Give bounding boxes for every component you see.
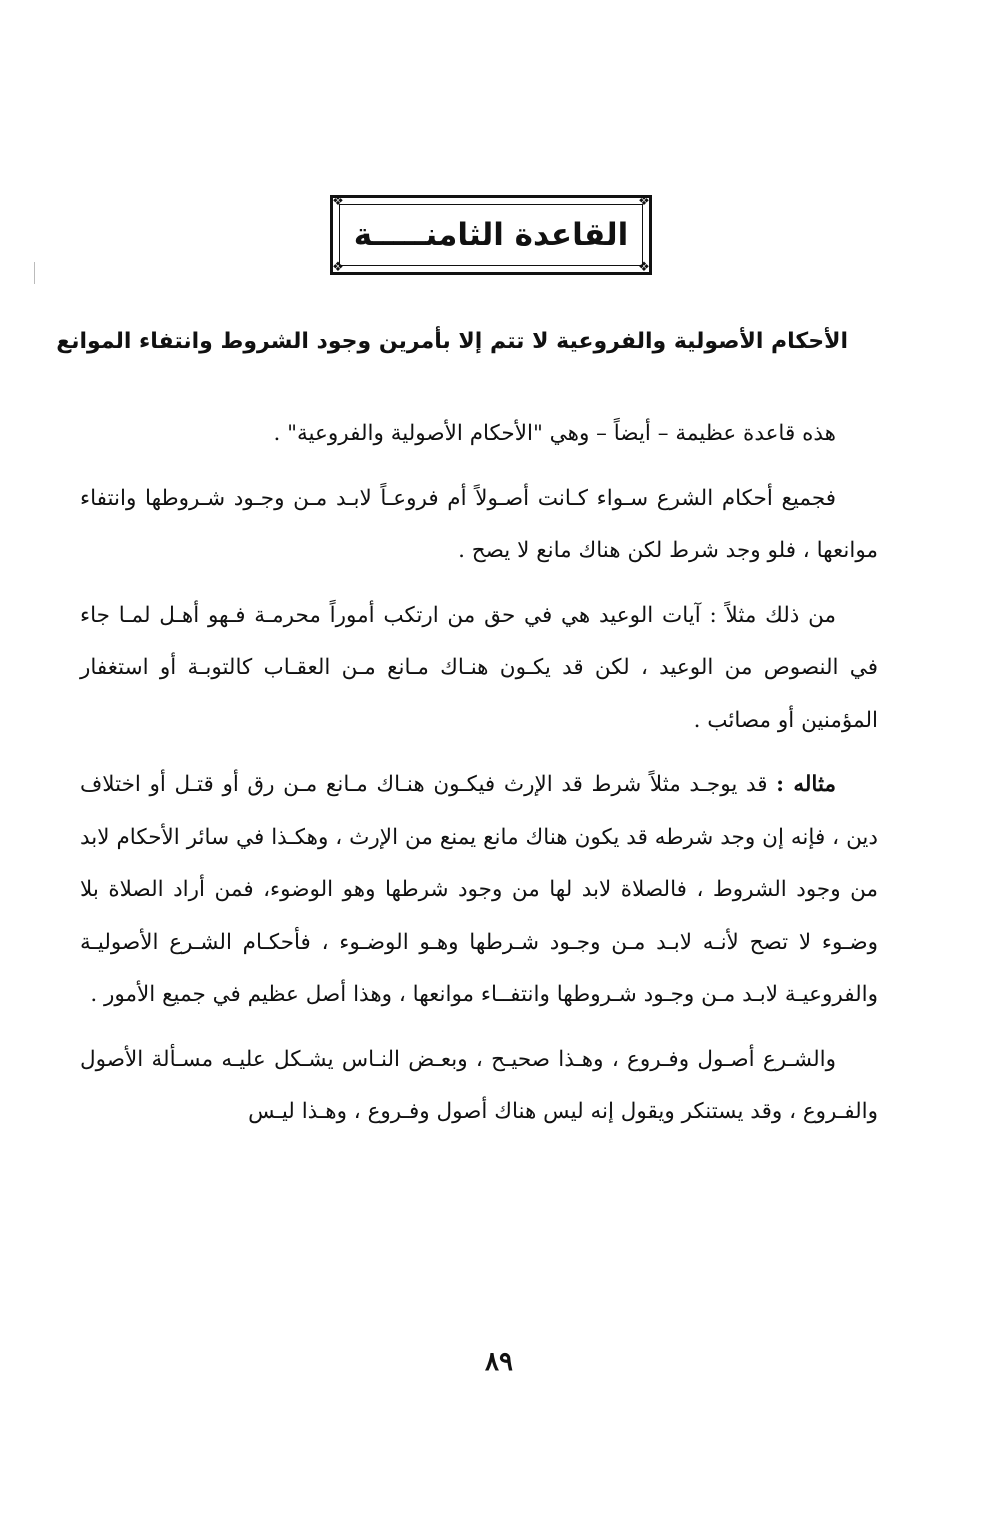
paragraph-text: من ذلك مثلاً : آيات الوعيد هي في حق من ارتكب أموراً محرمـة فـهو أهـل لمـا جاء في النصوص من الوعيد ، لكن قد يكـون هنـاك مـانع مـن العقـاب كالتوبـة أو استغفار المؤمنين أو مصائب . — [80, 602, 878, 733]
paragraph — [80, 408, 878, 461]
paragraph-text: والشـرع أصـول وفـروع ، وهـذا صحيـح ، وبعـض النـاس يشـكل عليـه مسـألة الأصول والفـروع ، وقد يستنكر ويقول إنه ليس هناك أصول وفـروع ، وهـذا ليـس — [80, 1046, 878, 1124]
paragraph-text: فجميع أحكام الشرع سـواء كـانت أصـولاً أم فروعـاً لابـد مـن وجـود شـروطها وانتفاء موانعها ، فلو وجد شرط لكن هناك مانع لا يصح . — [80, 485, 878, 563]
corner-ornament-icon: ❖ — [332, 260, 344, 275]
title-frame — [330, 195, 652, 275]
corner-ornament-icon: ❖ — [332, 194, 344, 209]
page-number: ٨٩ — [485, 1347, 513, 1377]
chapter-title: القاعدة الثامنـــــة — [353, 217, 629, 253]
body-text — [80, 408, 878, 1151]
paragraph — [80, 590, 878, 748]
margin-mark — [34, 262, 35, 284]
paragraph — [80, 1034, 878, 1139]
paragraph — [80, 759, 878, 1022]
paragraph-lead: مثاله : — [776, 772, 836, 797]
chapter-subtitle: الأحكام الأصولية والفروعية لا تتم إلا بأمرين وجود الشروط وانتفاء الموانع — [56, 329, 848, 354]
paragraph-text: قد يوجـد مثلاً شرط قد الإرث فيكـون هنـاك مـانع مـن رق أو قتـل أو اختلاف دين ، فإنه إن وجد شرطه قد يكون هناك مانع يمنع من الإرث ، وهكـذا في سائر الأحكام لابد من وجود الشروط ، فالصلاة لابد لها من وجود شرطها وهو الوضوء، فمن أراد الصلاة بلا وضـوء لا تصح لأنـه لابـد مـن وجـود شـرطها وهـو الوضـوء ، فأحكـام الشـرع الأصوليـة والفروعيـة لابـد مـن وجـود شـروطها وانتفــاء موانعها ، وهذا أصل عظيم في جميع الأمور . — [80, 772, 878, 1007]
corner-ornament-icon: ❖ — [638, 260, 650, 275]
paragraph — [80, 473, 878, 578]
paragraph-text: هذه قاعدة عظيمة – أيضاً – وهي "الأحكام الأصولية والفروعية" . — [273, 421, 836, 446]
corner-ornament-icon: ❖ — [638, 194, 650, 209]
